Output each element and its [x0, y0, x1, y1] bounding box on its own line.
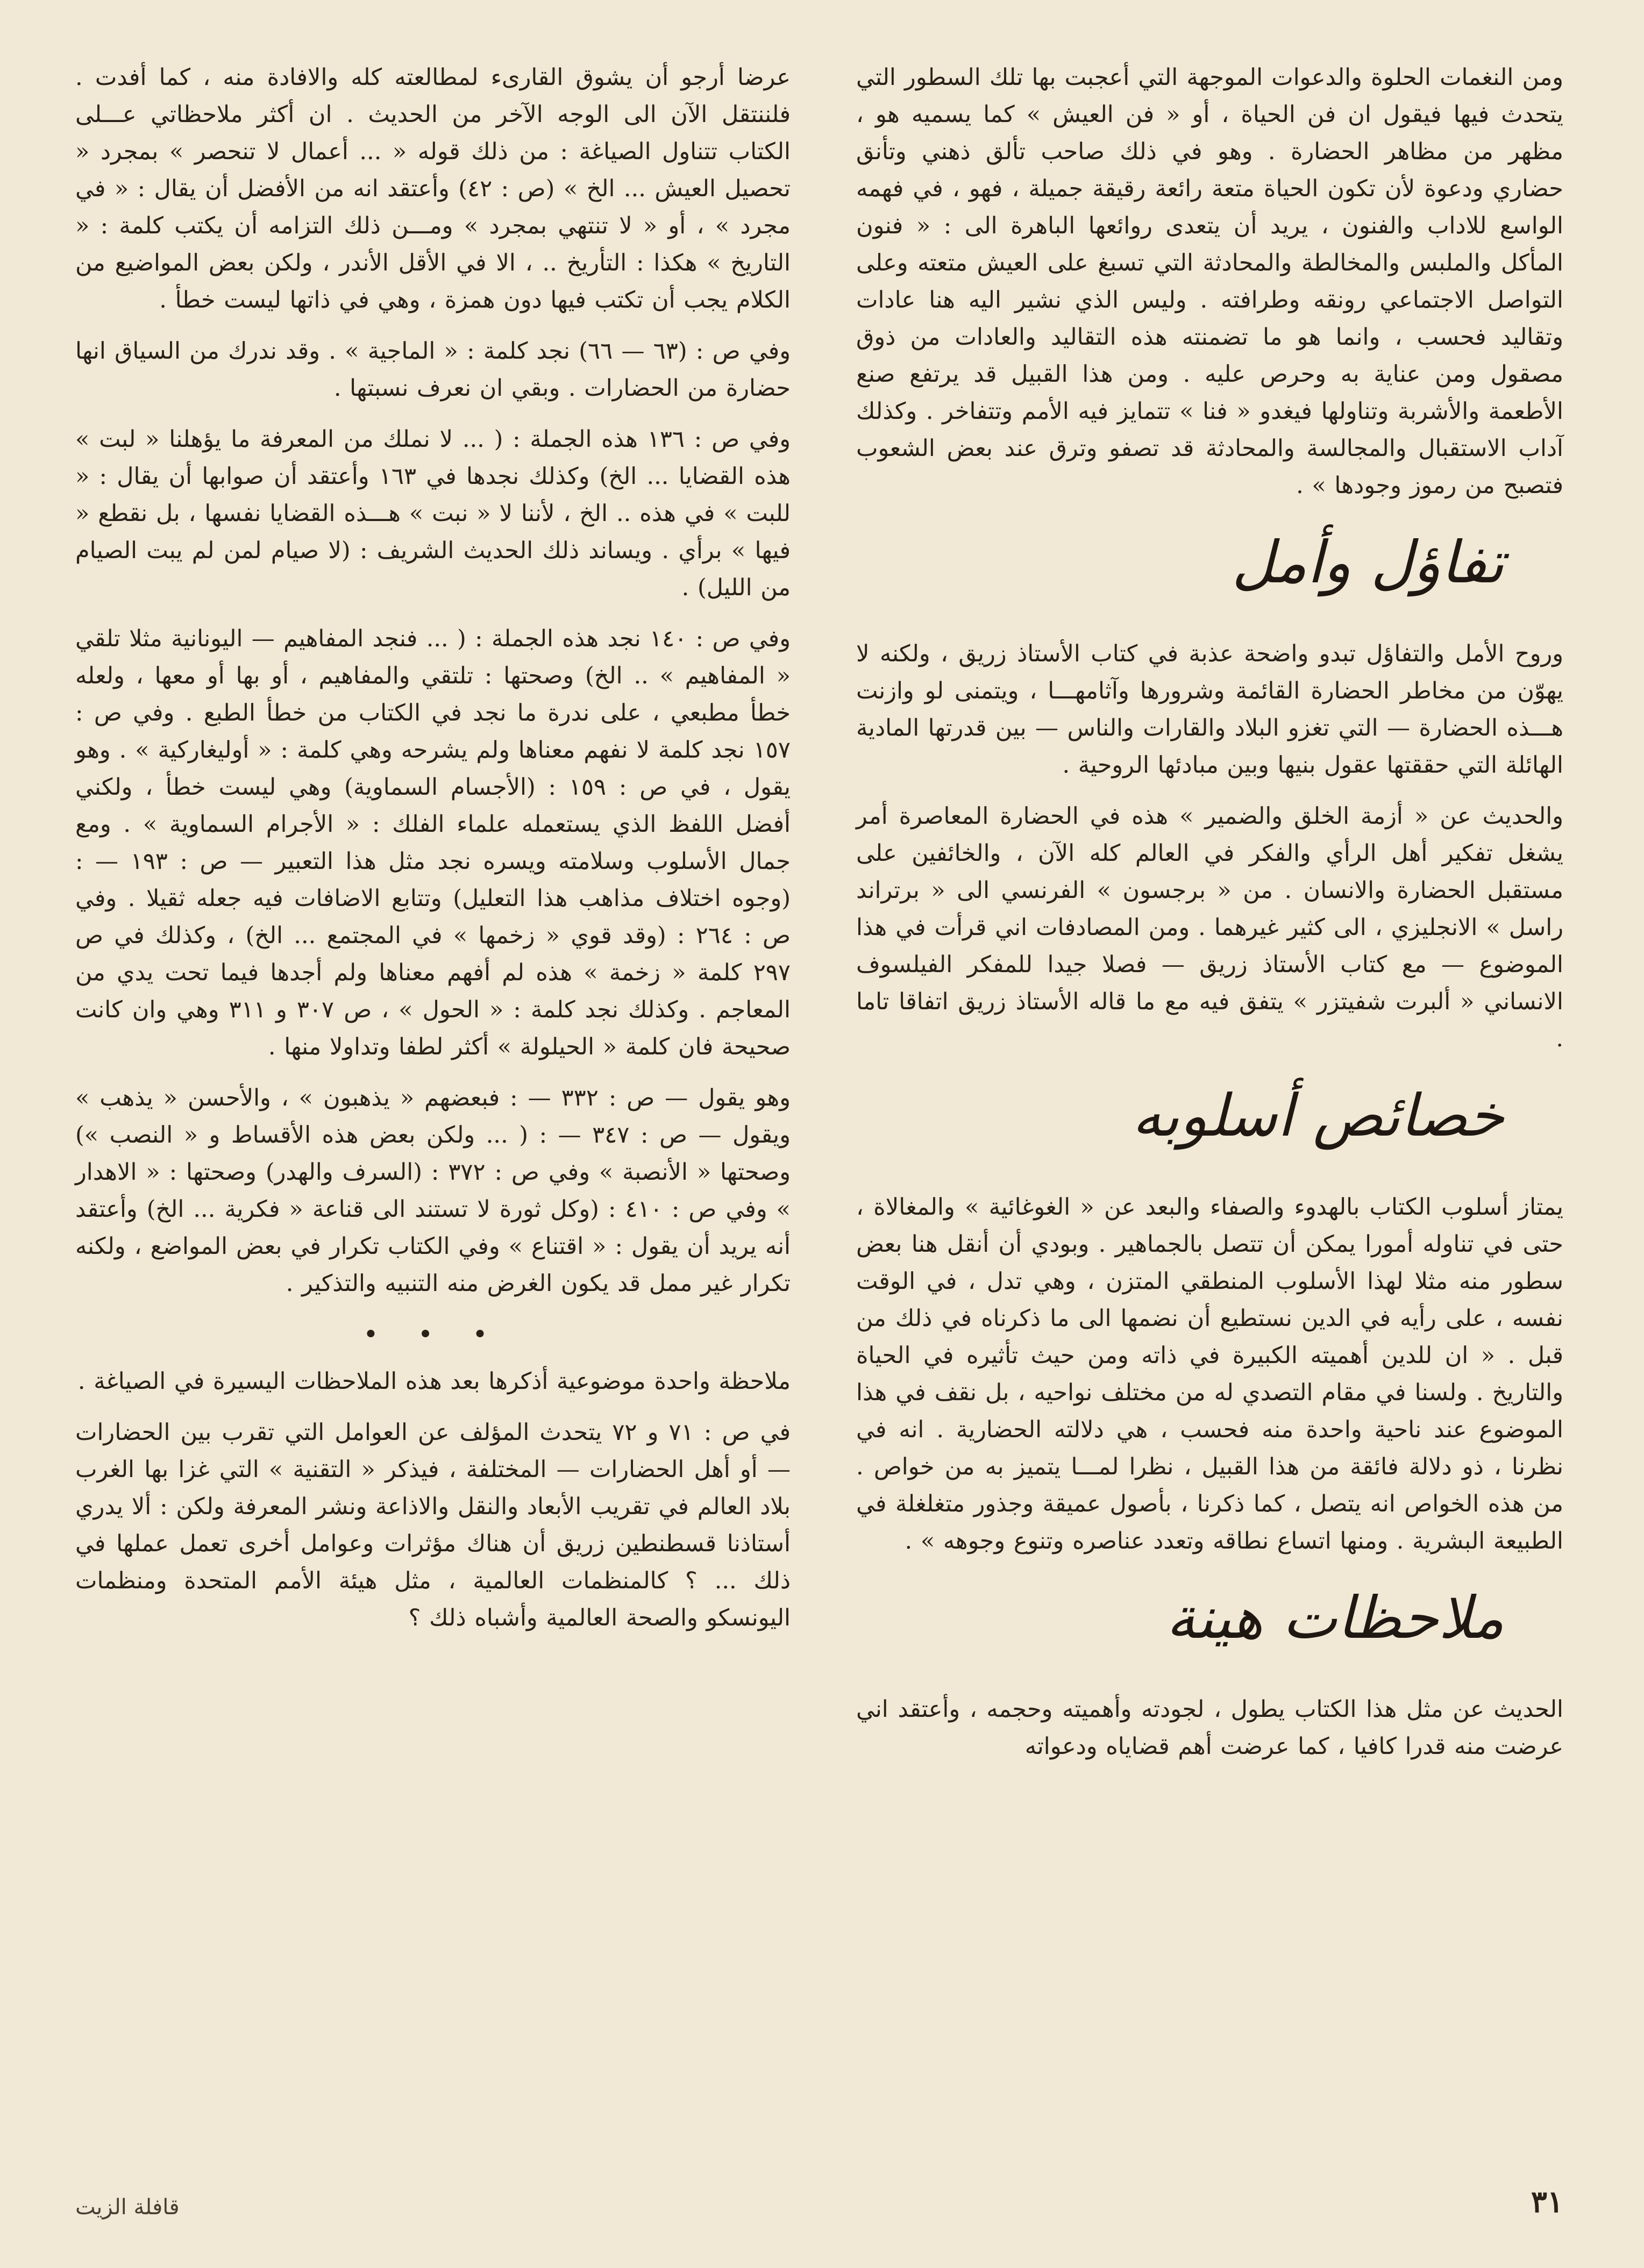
paragraph: في ص : ٧١ و ٧٢ يتحدث المؤلف عن العوامل التي تقرب بين الحضارات — أو أهل الحضارات — المختلفة ، فيذكر « التقنية » التي غزا بها الغرب بلاد العالم في تقريب الأبعاد والنقل والاذاعة ونشر المعرفة ولكن : ألا يدري أستاذنا قسطنطين زريق أن هناك مؤثرات وعوامل أخرى تعمل عملها في ذلك ... ؟ كالمنظمات العالمية ، مثل هيئة الأمم المتحدة ومنظمات اليونسكو والصحة العالمية وأشباه ذلك ؟: [75, 1419, 791, 1631]
paragraph: ومن النغمات الحلوة والدعوات الموجهة التي أعجبت بها تلك السطور التي يتحدث فيها فيقول ان فن الحياة ، أو « فن العيش » كما يسميه هو ، مظهر من مظاهر الحضارة . وهو في ذلك صاحب تألق ذهني وتأنق حضاري ودعوة لأن تكون الحياة متعة رائعة رقيقة جميلة ، فهو ، في فهمه الواسع للاداب والفنون ، يريد أن يتعدى روائعها الباهرة الى : « فنون المأكل والملبس والمخالطة والمحادثة التي تسبغ على العيش متعته وعلى التواصل الاجتماعي رونقه وطرافته . وليس الذي نشير اليه هنا عادات وتقاليد فحسب ، وانما هو ما تضمنته هذه التقاليد والعادات من ذوق مصقول ومن عناية به وحرص عليه . ومن هذا القبيل قد يرتفع صنع الأطعمة والأشربة وتناولها فيغدو « فنا » تتمايز فيه الأمم وتتفاخر . وكذلك آداب الاستقبال والمجالسة والمحادثة قد تصفو وترق عند بعض الشعوب فتصبح من رموز وجودها » .: [856, 64, 1563, 499]
paragraph: عرضا أرجو أن يشوق القارىء لمطالعته كله والافادة منه ، كما أفدت . فلننتقل الآن الى الوجه الآخر من الحديث . ان أكثر ملاحظاتي عـــلى الكتاب تتناول الصياغة : من ذلك قوله « ... أعمال لا تنحصر » بمجرد « تحصيل العيش ... الخ » (ص : ٤٢) وأعتقد انه من الأفضل أن يقال : « في مجرد » ، أو « لا تنتهي بمجرد » ومـــن ذلك التزامه أن يكتب كلمة : « التاريخ » هكذا : التأريخ .. ، الا في الأقل الأندر ، ولكن بعض المواضيع من الكلام يجب أن تكتب فيها دون همزة ، وهي في ذاتها ليست خطأ .: [75, 64, 791, 313]
page-number: ٣١: [1531, 2184, 1563, 2220]
paragraph: وروح الأمل والتفاؤل تبدو واضحة عذبة في كتاب الأستاذ زريق ، ولكنه لا يهوّن من مخاطر الحضارة القائمة وشرورها وآثامهـــا ، ويتمنى لو وازنت هـــذه الحضارة — التي تغزو البلاد والقارات والناس — بين قدرتها المادية الهائلة التي حققتها عقول بنيها وبين مبادئها الروحية .: [856, 640, 1563, 779]
section-separator: • • •: [363, 1320, 503, 1350]
paragraph: الحديث عن مثل هذا الكتاب يطول ، لجودته وأهميته وحجمه ، وأعتقد اني عرضت منه قدرا كافيا ، كما عرضت أهم قضاياه ودعواته: [856, 1696, 1563, 1760]
section-heading-optimism: تفاؤل وأمل: [1232, 529, 1504, 596]
section-heading-remarks: ملاحظات هينة: [1166, 1585, 1504, 1652]
paragraph: وفي ص : (٦٣ — ٦٦) نجد كلمة : « الماجية » . وقد ندرك من السياق انها حضارة من الحضارات . وبقي ان نعرف نسبتها .: [75, 338, 791, 402]
paragraph: ملاحظة واحدة موضوعية أذكرها بعد هذه الملاحظات اليسيرة في الصياغة .: [77, 1368, 791, 1395]
paragraph: وهو يقول — ص : ٣٣٢ — : فبعضهم « يذهبون » ، والأحسن « يذهب » ويقول — ص : ٣٤٧ — : ( ... ولكن بعض هذه الأقساط و « النصب ») وصحتها « الأنصبة » وفي ص : ٣٧٢ : (السرف والهدر) وصحتها : « الاهدار » وفي ص : ٤١٠ : (وكل ثورة لا تستند الى قناعة « فكرية ... الخ) وأعتقد أنه يريد أن يقول : « اقتناع » وفي الكتاب تكرار في بعض المواضع ، ولكنه تكرار غير ممل قد يكون الغرض منه التنبيه والتذكير .: [75, 1085, 791, 1297]
magazine-title: قافلة الزيت: [75, 2195, 180, 2220]
paragraph: يمتاز أسلوب الكتاب بالهدوء والصفاء والبعد عن « الغوغائية » والمغالاة ، حتى في تناوله أمورا يمكن أن تتصل بالجماهير . وبودي أن أنقل هنا بعض سطور منه مثلا لهذا الأسلوب المنطقي المتزن ، وهي تدل ، في الوقت نفسه ، على رأيه في الدين نستطيع أن نضمها الى ما ذكرناه في ذلك من قبل . « ان للدين أهميته الكبيرة في ذاته ومن حيث تأثيره في الحياة والتاريخ . ولسنا في مقام التصدي له من مختلف نواحيه ، بل نقف في هذا الموضوع عند ناحية واحدة منه فحسب ، هي دلالته الحضارية . انه في نظرنا ، ذو دلالة فائقة من هذا القبيل ، نظرا لمـــا يتميز به من خواص . من هذه الخواص انه يتصل ، كما ذكرنا ، بأصول عميقة وجذور متغلغلة في الطبيعة البشرية . ومنها اتساع نطاقه وتعدد عناصره وتنوع وجوهه » .: [856, 1194, 1563, 1554]
section-heading-style: خصائص أسلوبه: [1131, 1082, 1504, 1150]
paragraph: وفي ص : ١٤٠ نجد هذه الجملة : ( ... فنجد المفاهيم — اليونانية مثلا تلقي « المفاهيم » .. الخ) وصحتها : تلتقي والمفاهيم ، أو بها أو معها ، ولعله خطأ مطبعي ، على ندرة ما نجد في الكتاب من خطأ الطبع . وفي ص : ١٥٧ نجد كلمة لا نفهم معناها ولم يشرحه وهي كلمة : « أوليغاركية » . وهو يقول ، في ص : ١٥٩ : (الأجسام السماوية) وهي ليست خطأ ، ولكني أفضل اللفظ الذي يستعمله علماء الفلك : « الأجرام السماوية » . ومع جمال الأسلوب وسلامته ويسره نجد مثل هذا التعبير — ص : ١٩٣ — : (وجوه اختلاف مذاهب هذا التعليل) وتتابع الاضافات فيه جعله ثقيلا . وفي ص : ٢٦٤ : (وقد قوي « زخمها » في المجتمع ... الخ) ، وكذلك في ص ٢٩٧ كلمة « زخمة » هذه لم أفهم معناها ولم أجدها فيما تحت يدي من المعاجم . وكذلك نجد كلمة : « الحول » ، ص ٣٠٧ و ٣١١ وهي وان كانت صحيحة فان كلمة « الحيلولة » أكثر لطفا وتداولا منها .: [75, 625, 791, 1060]
right-column: [856, 59, 1563, 1779]
paragraph: والحديث عن « أزمة الخلق والضمير » هذه في الحضارة المعاصرة أمر يشغل تفكير أهل الرأي والفكر في العالم كله الآن ، والخائفين على مستقبل الحضارة والانسان . من « برجسون » الفرنسي الى « برتراند راسل » الانجليزي ، الى كثير غيرهما . ومن المصادفات اني قرأت في هذا الموضوع — مع كتاب الأستاذ زريق — فصلا جيدا للمفكر الفيلسوف الانساني « ألبرت شفيتزر » يتفق فيه مع ما قاله الأستاذ زريق اتفاقا تاما .: [856, 803, 1563, 1052]
left-column: [75, 59, 791, 1651]
paragraph: وفي ص : ١٣٦ هذه الجملة : ( ... لا نملك من المعرفة ما يؤهلنا « لبت » هذه القضايا ... الخ) وكذلك نجدها في ١٦٣ وأعتقد أن صوابها أن يقال : « للبت » في هذه .. الخ ، لأننا لا « نبت » هـــذه القضايا نفسها ، بل نقطع « فيها » برأي . ويساند ذلك الحديث الشريف : (لا صيام لمن لم يبت الصيام من الليل) .: [75, 426, 791, 601]
